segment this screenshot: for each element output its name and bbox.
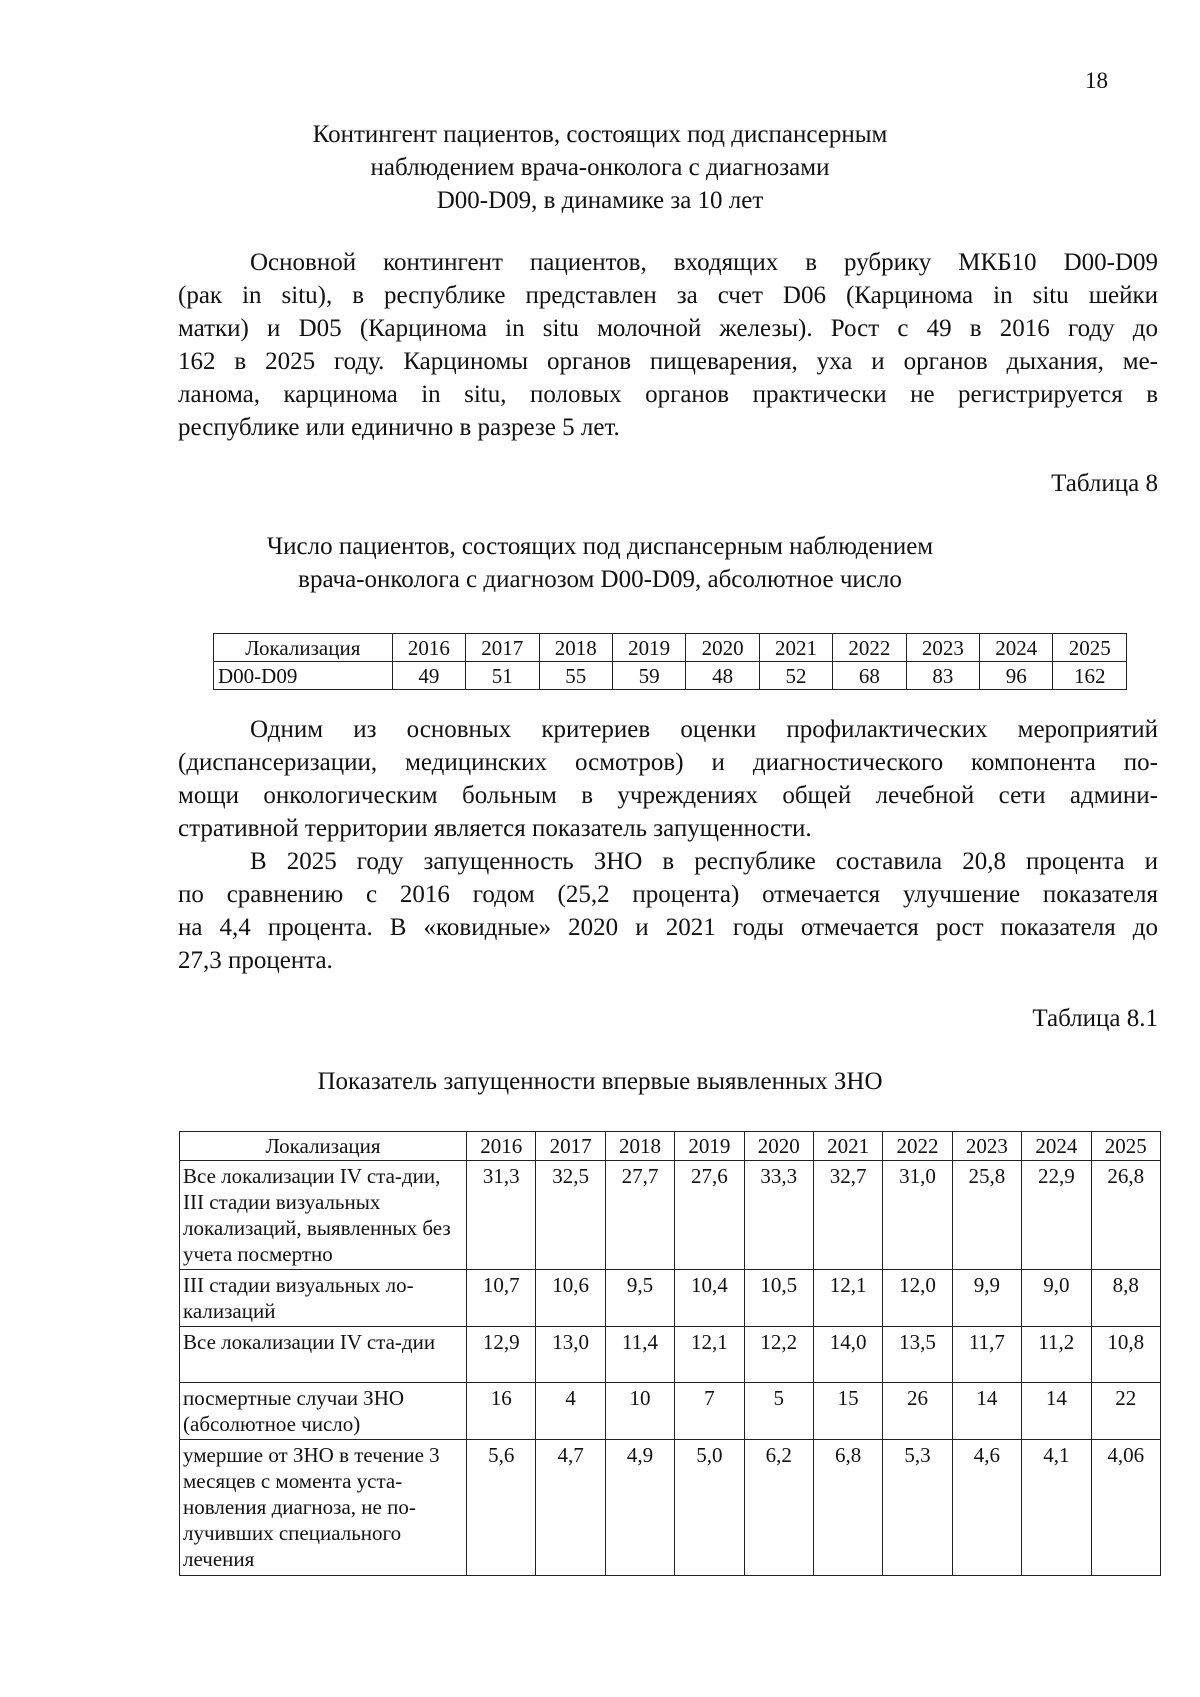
header-year: 2024 (980, 634, 1053, 662)
row-label: D00-D09 (214, 662, 393, 690)
header-year: 2018 (605, 1132, 674, 1161)
table-cell: 162 (1053, 662, 1127, 690)
table-cell: 4,6 (952, 1440, 1021, 1576)
header-year: 2019 (612, 634, 685, 662)
header-year: 2020 (744, 1132, 813, 1161)
paragraph-line: (диспансеризации, медицинских осмотров) и диагностического компонента по- (178, 749, 1158, 776)
table-cell: 12,1 (675, 1327, 744, 1383)
table-cell: 32,5 (536, 1161, 605, 1270)
table-8-label: Таблица 8 (1051, 470, 1158, 497)
header-year: 2025 (1053, 634, 1127, 662)
table-cell: 5,0 (675, 1440, 744, 1576)
header-year: 2022 (833, 634, 906, 662)
table-cell: 5,6 (467, 1440, 536, 1576)
header-year: 2016 (467, 1132, 536, 1161)
table-cell: 6,2 (744, 1440, 813, 1576)
table-8-title (160, 530, 1040, 596)
header-year: 2019 (675, 1132, 744, 1161)
header-year: 2023 (906, 634, 979, 662)
table-row (180, 1440, 1161, 1576)
table-cell: 16 (467, 1383, 536, 1440)
paragraph-line: республике или единично в разрезе 5 лет. (178, 414, 620, 441)
paragraph-contingent (178, 246, 1158, 444)
header-year: 2025 (1091, 1132, 1160, 1161)
table-cell: 4,9 (605, 1440, 674, 1576)
header-year: 2017 (466, 634, 539, 662)
table-cell: 10,4 (675, 1270, 744, 1327)
table-cell: 12,0 (883, 1270, 952, 1327)
table-cell: 11,4 (605, 1327, 674, 1383)
table-cell: 83 (906, 662, 979, 690)
header-year: 2020 (686, 634, 759, 662)
paragraph-line: ланома, карцинома in situ, половых органов практически не регистрируется в (178, 381, 1158, 408)
section-title-line: наблюдением врача-онколога с диагнозами (370, 154, 830, 181)
row-label: посмертные случаи ЗНО (абсолютное число) (180, 1383, 467, 1440)
row-label: Все локализации IV ста-дии, III стадии визуальных локализаций, выявленных без учета посмертно (180, 1161, 467, 1270)
header-year: 2024 (1022, 1132, 1091, 1161)
paragraph-line: (рак in situ), в республике представлен за счет D06 (Карцинома in situ шейки (178, 282, 1158, 309)
table-cell: 31,0 (883, 1161, 952, 1270)
table-cell: 31,3 (467, 1161, 536, 1270)
paragraph-line: В 2025 году запущенность ЗНО в республике составила 20,8 процента и (250, 848, 1158, 875)
table-cell: 48 (686, 662, 759, 690)
table-cell: 13,5 (883, 1327, 952, 1383)
paragraph-neglect (178, 845, 1158, 977)
table-cell: 11,7 (952, 1327, 1021, 1383)
header-localization: Локализация (180, 1132, 467, 1161)
row-label: III стадии визуальных ло-кализаций (180, 1270, 467, 1327)
table-cell: 10 (605, 1383, 674, 1440)
paragraph-line: матки) и D05 (Карцинома in situ молочной железы). Рост с 49 в 2016 году до (178, 315, 1158, 342)
paragraph-line: по сравнению с 2016 годом (25,2 процента) отмечается улучшение показателя (178, 881, 1158, 908)
paragraph-line: Основной контингент пациентов, входящих в рубрику МКБ10 D00-D09 (250, 249, 1158, 276)
table-cell: 22,9 (1022, 1161, 1091, 1270)
table-cell: 12,2 (744, 1327, 813, 1383)
table-8-title-line: Число пациентов, состоящих под диспансерным наблюдением (266, 533, 934, 560)
table-cell: 22 (1091, 1383, 1160, 1440)
table-cell: 8,8 (1091, 1270, 1160, 1327)
paragraph-line: Одним из основных критериев оценки профилактических мероприятий (250, 716, 1158, 743)
paragraph-line: 27,3 процента. (178, 947, 333, 974)
table-cell: 14 (952, 1383, 1021, 1440)
table-81-title (160, 1065, 1040, 1098)
section-title (160, 118, 1040, 217)
paragraph-criteria (178, 713, 1158, 845)
table-cell: 33,3 (744, 1161, 813, 1270)
header-localization: Локализация (214, 634, 393, 662)
table-cell: 51 (466, 662, 539, 690)
table-cell: 27,7 (605, 1161, 674, 1270)
header-year: 2016 (392, 634, 465, 662)
table-header-row (180, 1132, 1161, 1161)
header-year: 2017 (536, 1132, 605, 1161)
table-cell: 12,1 (813, 1270, 882, 1327)
paragraph-line: мощи онкологическим больным в учреждениях общей лечебной сети админи- (178, 782, 1158, 809)
table-cell: 10,8 (1091, 1327, 1160, 1383)
table-81-label: Таблица 8.1 (1032, 1005, 1158, 1032)
table-row (180, 1270, 1161, 1327)
header-year: 2018 (539, 634, 612, 662)
table-cell: 14,0 (813, 1327, 882, 1383)
table-cell: 52 (759, 662, 832, 690)
table-cell: 59 (612, 662, 685, 690)
table-header-row (214, 634, 1127, 662)
header-year: 2022 (883, 1132, 952, 1161)
header-year: 2021 (759, 634, 832, 662)
section-title-line: D00-D09, в динамике за 10 лет (436, 187, 764, 214)
table-row (180, 1327, 1161, 1383)
paragraph-line: 162 в 2025 году. Карциномы органов пищеварения, уха и органов дыхания, ме- (178, 348, 1158, 375)
table-row (180, 1383, 1161, 1440)
table-cell: 27,6 (675, 1161, 744, 1270)
table-cell: 25,8 (952, 1161, 1021, 1270)
row-label: умершие от ЗНО в течение 3 месяцев с момента уста-новления диагноза, не по-лучивших специального лечения (180, 1440, 467, 1576)
table-cell: 4,7 (536, 1440, 605, 1576)
table-cell: 68 (833, 662, 906, 690)
table-81-title-line: Показатель запущенности впервые выявленных ЗНО (317, 1068, 883, 1095)
table-cell: 26,8 (1091, 1161, 1160, 1270)
header-year: 2021 (813, 1132, 882, 1161)
table-cell: 96 (980, 662, 1053, 690)
table-cell: 4,06 (1091, 1440, 1160, 1576)
table-cell: 10,6 (536, 1270, 605, 1327)
table-cell: 5 (744, 1383, 813, 1440)
table-cell: 9,0 (1022, 1270, 1091, 1327)
table-cell: 9,9 (952, 1270, 1021, 1327)
page-number: 18 (1085, 68, 1108, 93)
table-cell: 15 (813, 1383, 882, 1440)
table-cell: 13,0 (536, 1327, 605, 1383)
paragraph-line: на 4,4 процента. В «ковидные» 2020 и 2021 годы отмечается рост показателя до (178, 914, 1158, 941)
table-cell: 55 (539, 662, 612, 690)
paragraph-line: стративной территории является показатель запущенности. (178, 815, 812, 842)
table-cell: 7 (675, 1383, 744, 1440)
table-cell: 10,7 (467, 1270, 536, 1327)
table-cell: 32,7 (813, 1161, 882, 1270)
table-cell: 5,3 (883, 1440, 952, 1576)
table-cell: 9,5 (605, 1270, 674, 1327)
row-label: Все локализации IV ста-дии (180, 1327, 467, 1383)
table-cell: 26 (883, 1383, 952, 1440)
table-8-1 (179, 1131, 1161, 1576)
table-cell: 4,1 (1022, 1440, 1091, 1576)
table-row (180, 1161, 1161, 1270)
table-cell: 10,5 (744, 1270, 813, 1327)
table-cell: 49 (392, 662, 465, 690)
table-cell: 6,8 (813, 1440, 882, 1576)
table-row (214, 662, 1127, 690)
table-cell: 4 (536, 1383, 605, 1440)
table-8-title-line: врача-онколога с диагнозом D00-D09, абсолютное число (298, 566, 902, 593)
table-8 (213, 633, 1127, 690)
table-cell: 11,2 (1022, 1327, 1091, 1383)
header-year: 2023 (952, 1132, 1021, 1161)
table-cell: 12,9 (467, 1327, 536, 1383)
table-cell: 14 (1022, 1383, 1091, 1440)
section-title-line: Контингент пациентов, состоящих под диспансерным (312, 121, 888, 148)
